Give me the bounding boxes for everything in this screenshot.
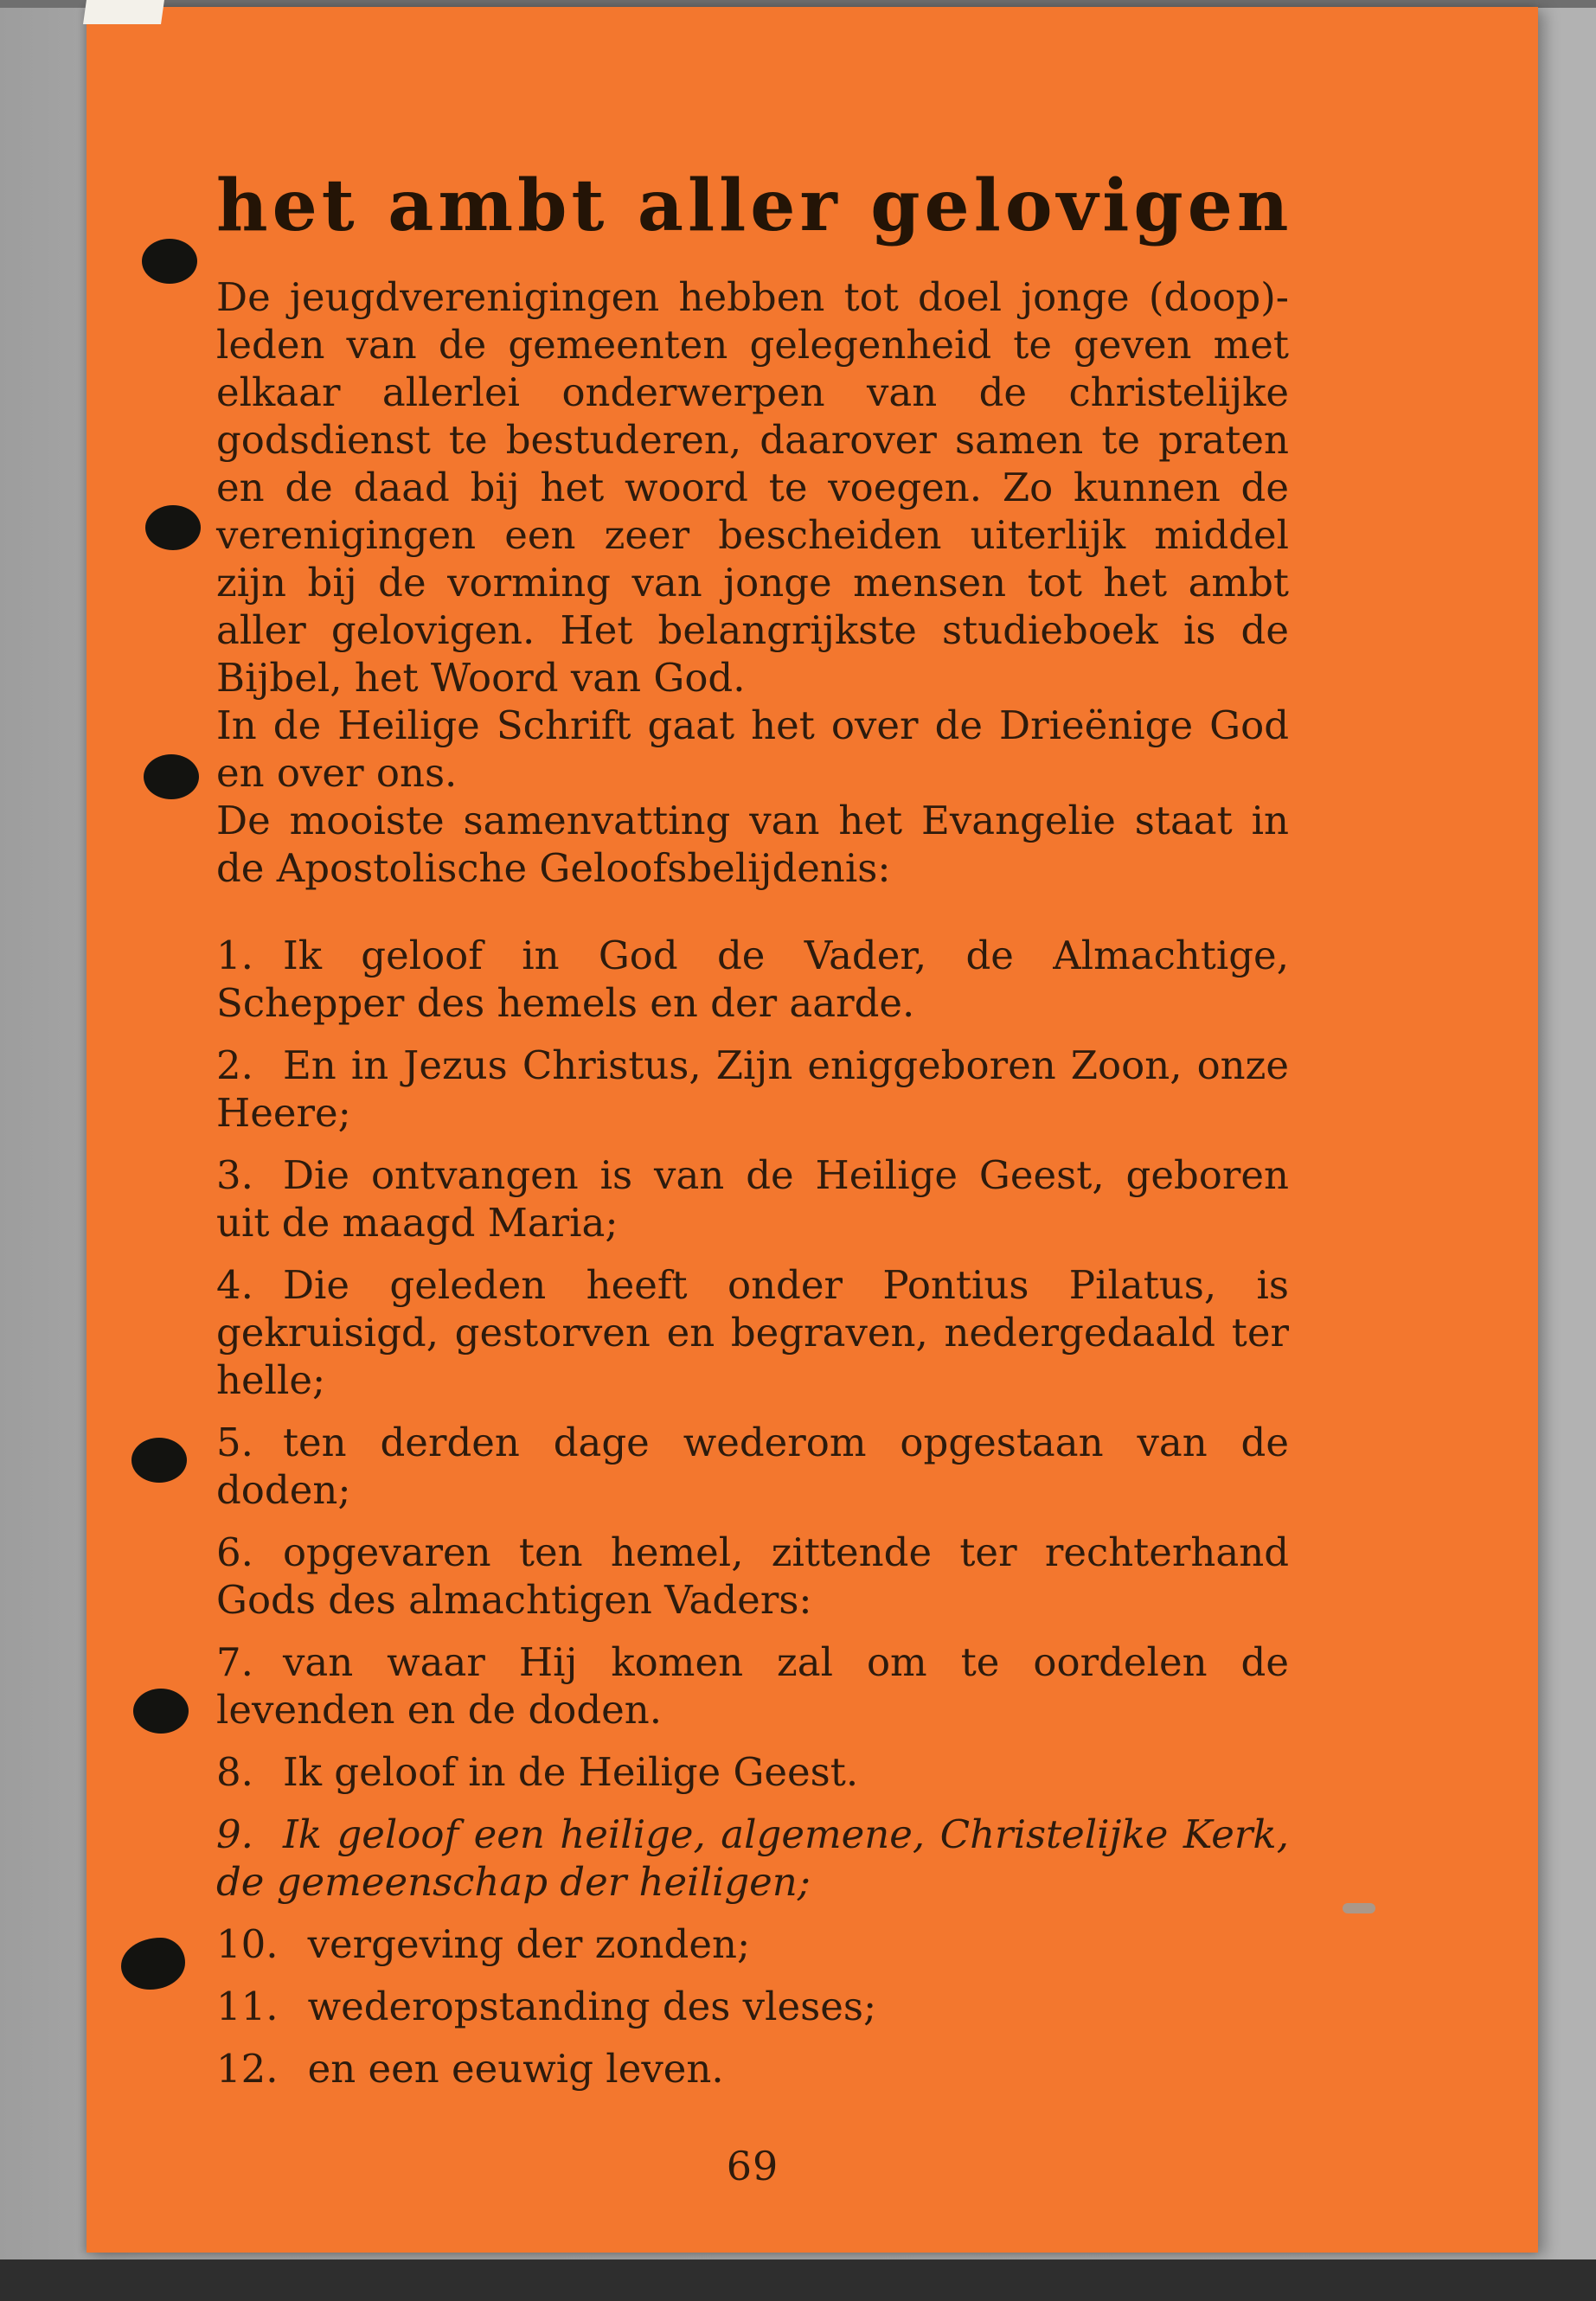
- item-number: 5.: [216, 1420, 253, 1465]
- page-title: het ambt aller gelovigen: [216, 164, 1293, 247]
- creed-item: [216, 1042, 1289, 1137]
- punch-hole: [131, 1438, 187, 1483]
- item-text: opgevaren ten hemel, zittende ter rechterhand Gods des almachtigen Vaders:: [216, 1529, 1289, 1623]
- item-number: 3.: [216, 1152, 253, 1198]
- item-text: Die geleden heeft onder Pontius Pilatus, is gekruisigd, gestorven en begraven, nedergedaald ter helle;: [216, 1262, 1289, 1403]
- body-paragraph: De mooiste samenvatting van het Evangelie staat in de Apostolische Geloofsbelijdenis:: [216, 798, 1289, 891]
- creed-item: [216, 1261, 1289, 1404]
- scan-bottom-edge: [0, 2259, 1596, 2301]
- item-text: Die ontvangen is van de Heilige Geest, geboren uit de maagd Maria;: [216, 1152, 1289, 1246]
- item-text: Ik geloof in God de Vader, de Almachtige, Schepper des hemels en der aarde.: [216, 933, 1289, 1026]
- creed-item: [216, 2045, 1289, 2093]
- scan-smudge: [1343, 1903, 1375, 1913]
- item-text: Ik geloof een heilige, algemene, Christelijke Kerk, de gemeenschap der heiligen;: [216, 1811, 1289, 1905]
- punch-hole: [144, 754, 199, 799]
- creed-item: [216, 1920, 1289, 1968]
- body-paragraph: De jeugdverenigingen hebben tot doel jonge (doop)-leden van de gemeenten gelegenheid te geven met elkaar allerlei onderwerpen van de christelijke godsdienst te bestuderen, daarover samen te praten en de daad bij het woord te voegen. Zo kunnen de verenigingen een zeer bescheiden uiterlijk middel zijn bij de vorming van jonge mensen tot het ambt aller gelovigen. Het belangrijkste studieboek is de Bijbel, het Woord van God.: [216, 274, 1289, 701]
- item-number: 12.: [216, 2046, 279, 2092]
- item-text: ten derden dage wederom opgestaan van de doden;: [216, 1420, 1289, 1513]
- creed-item: [216, 1748, 1289, 1796]
- item-number: 11.: [216, 1984, 279, 2029]
- item-text: Ik geloof in de Heilige Geest.: [282, 1749, 859, 1795]
- creed-item: [216, 1419, 1289, 1514]
- item-number: 2.: [216, 1042, 253, 1088]
- item-text: en een eeuwig leven.: [307, 2046, 724, 2092]
- item-number: 9.: [216, 1811, 253, 1857]
- item-number: 7.: [216, 1639, 253, 1685]
- creed-item: [216, 1529, 1289, 1624]
- page-content: [216, 164, 1293, 2189]
- creed-item: [216, 1811, 1289, 1906]
- creed-item: [216, 1983, 1289, 2030]
- item-text: vergeving der zonden;: [307, 1921, 751, 1967]
- item-number: 6.: [216, 1529, 253, 1575]
- punch-hole: [133, 1689, 189, 1734]
- punch-hole: [142, 239, 197, 284]
- page-corner-notch: [83, 0, 164, 24]
- item-text: van waar Hij komen zal om te oordelen de levenden en de doden.: [216, 1639, 1289, 1733]
- item-number: 8.: [216, 1749, 253, 1795]
- page-number: 69: [726, 2143, 779, 2189]
- item-text: En in Jezus Christus, Zijn eniggeboren Zoon, onze Heere;: [216, 1042, 1289, 1136]
- punch-hole: [145, 505, 201, 550]
- item-number: 10.: [216, 1921, 279, 1967]
- body-paragraph: In de Heilige Schrift gaat het over de Drieënige God en over ons.: [216, 702, 1289, 796]
- creed-item: [216, 932, 1289, 1027]
- creed-item: [216, 1638, 1289, 1734]
- item-text: wederopstanding des vleses;: [307, 1984, 877, 2029]
- creed-list: [216, 932, 1289, 2093]
- item-number: 1.: [216, 933, 253, 978]
- item-number: 4.: [216, 1262, 253, 1308]
- creed-item: [216, 1151, 1289, 1247]
